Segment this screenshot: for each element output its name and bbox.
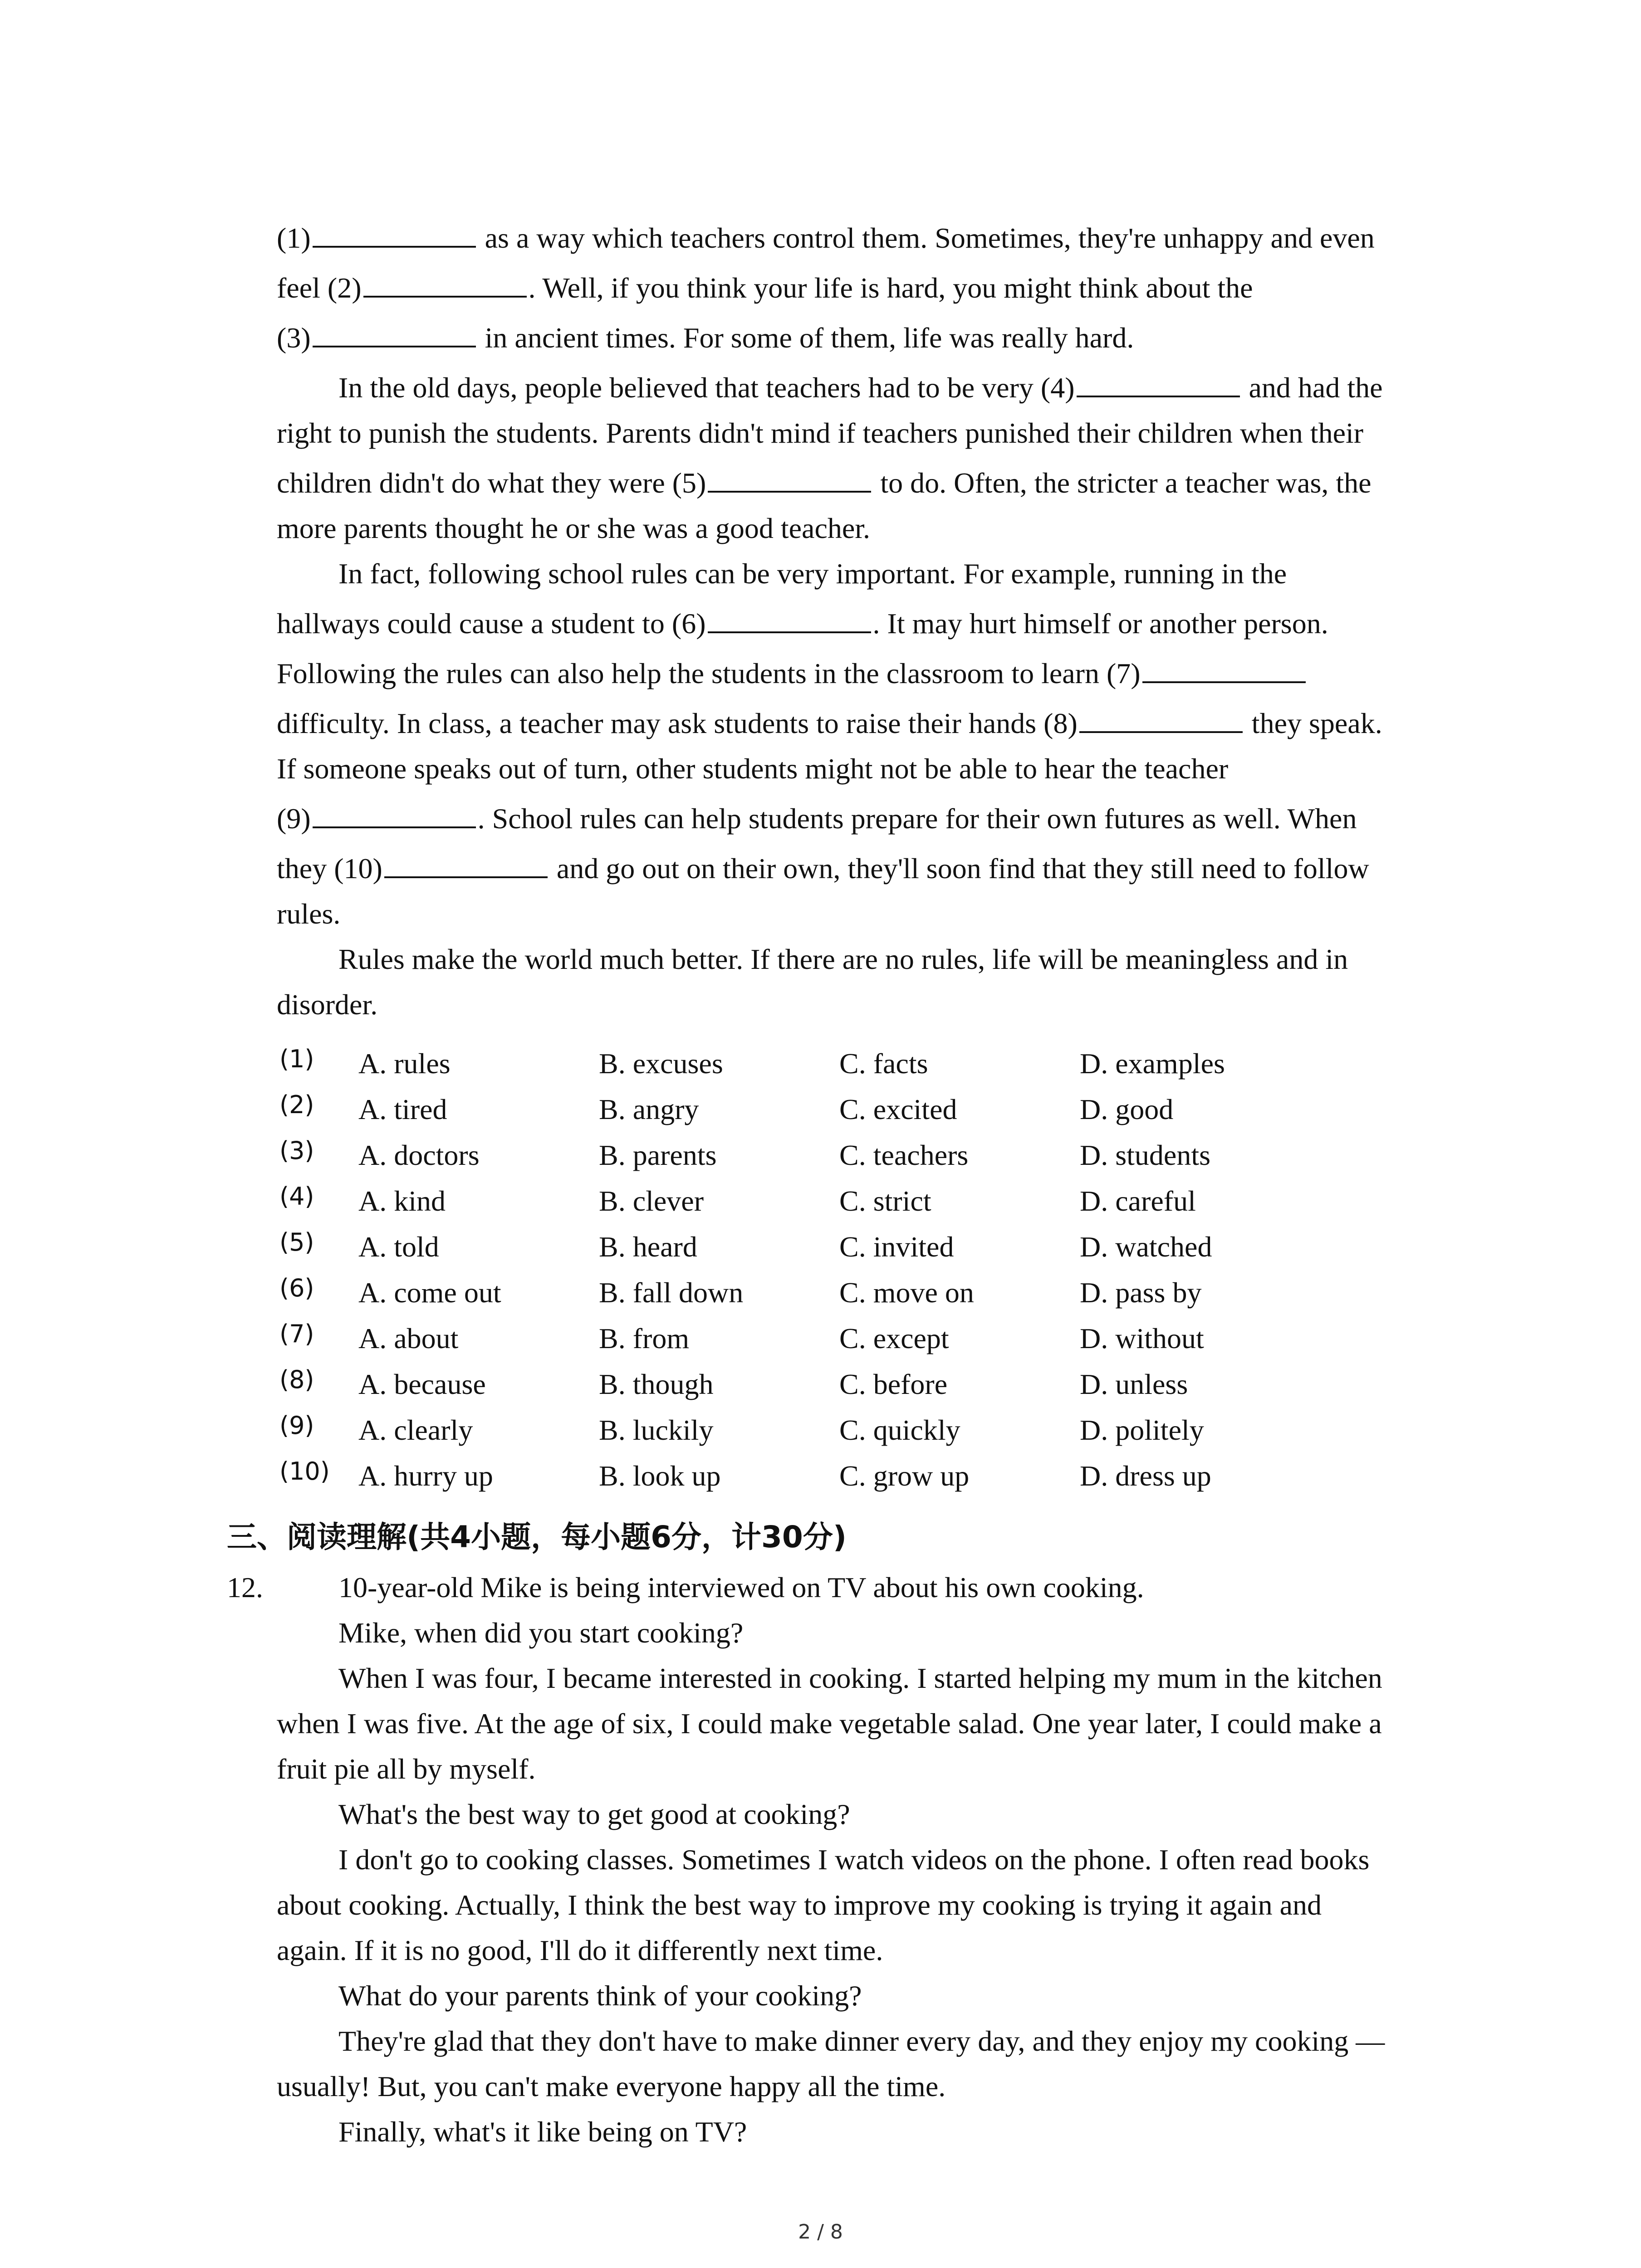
option-a: A. kind: [358, 1185, 446, 1217]
option-d: D. unless: [1080, 1368, 1188, 1400]
option-a: A. told: [358, 1231, 439, 1263]
option-c: C. invited: [839, 1231, 954, 1263]
option-a: A. because: [358, 1368, 486, 1400]
blank-9: [313, 799, 476, 828]
blank-5: [708, 464, 871, 493]
option-b: B. angry: [599, 1093, 699, 1125]
option-b: B. heard: [599, 1231, 697, 1263]
option-row: (6) A. come out B. fall down C. move on D. pass by: [277, 1270, 1411, 1316]
passage-line: Rules make the world much better. If there are no rules, life will be meaningless and in: [338, 943, 1348, 975]
option-row: (8) A. because B. though C. before D. unless: [277, 1362, 1411, 1408]
passage-line: more parents thought he or she was a good teacher.: [277, 512, 871, 544]
option-c: C. grow up: [839, 1460, 970, 1492]
passage-line: again. If it is no good, I'll do it differently next time.: [277, 1934, 883, 1966]
passage-line: If someone speaks out of turn, other students might not be able to hear the teacher: [277, 753, 1229, 785]
option-c: C. quickly: [839, 1414, 960, 1446]
blank-7: [1142, 654, 1306, 683]
passage-line: (1) as a way which teachers control them. Sometimes, they're unhappy and even: [277, 215, 1443, 261]
option-a: A. come out: [358, 1276, 501, 1309]
option-row: (1) A. rules B. excuses C. facts D. examples: [277, 1041, 1411, 1087]
blank-6: [708, 604, 871, 633]
option-d: D. without: [1080, 1322, 1204, 1354]
blank-10: [384, 849, 548, 878]
option-c: C. before: [839, 1368, 948, 1400]
option-b: B. excuses: [599, 1047, 723, 1080]
option-c: C. teachers: [839, 1139, 969, 1171]
passage-line: Finally, what's it like being on TV?: [338, 2116, 747, 2148]
question-number: 12.: [227, 1571, 263, 1603]
option-d: D. watched: [1080, 1231, 1212, 1263]
passage-line: when I was five. At the age of six, I could make vegetable salad. One year later, I could make a: [277, 1707, 1382, 1740]
section-title: 三、阅读理解(共4小题，每小题6分，计30分): [227, 1520, 847, 1554]
passage-line: (3) in ancient times. For some of them, life was really hard.: [277, 315, 1443, 361]
option-c: C. excited: [839, 1093, 957, 1125]
options-table: [277, 1041, 1411, 1499]
option-b: B. look up: [599, 1460, 721, 1492]
option-row: (10) A. hurry up B. look up C. grow up D. dress up: [277, 1453, 1411, 1499]
option-b: B. from: [599, 1322, 690, 1354]
option-a: A. about: [358, 1322, 459, 1354]
passage-line: In fact, following school rules can be very important. For example, running in the: [338, 557, 1287, 590]
passage-line: hallways could cause a student to (6) . It may hurt himself or another person.: [277, 601, 1443, 646]
option-row: (9) A. clearly B. luckily C. quickly D. politely: [277, 1408, 1411, 1453]
passage-line: When I was four, I became interested in cooking. I started helping my mum in the kitchen: [338, 1662, 1382, 1694]
passage-line: right to punish the students. Parents didn't mind if teachers punished their children when their: [277, 417, 1364, 449]
passage-line: about cooking. Actually, I think the best way to improve my cooking is trying it again and: [277, 1889, 1322, 1921]
option-row: (7) A. about B. from C. except D. without: [277, 1316, 1411, 1362]
blank-8: [1079, 704, 1243, 733]
blank-4: [1077, 368, 1240, 397]
passage-line: they (10) and go out on their own, they'll soon find that they still need to follow: [277, 846, 1443, 891]
passage-line: What's the best way to get good at cooking?: [338, 1798, 850, 1830]
passage-line: (9) . School rules can help students prepare for their own futures as well. When: [277, 796, 1443, 841]
page-number: 2 / 8: [798, 2220, 843, 2244]
option-d: D. students: [1080, 1139, 1210, 1171]
passage-line: They're glad that they don't have to make dinner every day, and they enjoy my cooking —: [338, 2025, 1385, 2057]
option-row: (5) A. told B. heard C. invited D. watched: [277, 1224, 1411, 1270]
reading-passage: [277, 1565, 1456, 2155]
option-d: D. good: [1080, 1093, 1174, 1125]
option-c: C. facts: [839, 1047, 928, 1080]
option-a: A. tired: [358, 1093, 447, 1125]
blank-3: [313, 318, 476, 347]
option-b: B. parents: [599, 1139, 717, 1171]
option-a: A. rules: [358, 1047, 451, 1080]
option-a: A. clearly: [358, 1414, 473, 1446]
passage-line: Mike, when did you start cooking?: [338, 1617, 744, 1649]
passage-line: Following the rules can also help the students in the classroom to learn (7): [277, 651, 1443, 696]
option-b: B. though: [599, 1368, 714, 1400]
option-row: (4) A. kind B. clever C. strict D. careful: [277, 1178, 1411, 1224]
option-c: C. move on: [839, 1276, 974, 1309]
blank-1: [313, 219, 476, 248]
option-a: A. hurry up: [358, 1460, 493, 1492]
passage-line: 10-year-old Mike is being interviewed on TV about his own cooking.: [338, 1571, 1144, 1603]
blank-2: [363, 269, 527, 298]
passage-line: What do your parents think of your cooking?: [338, 1980, 862, 2012]
passage-line: I don't go to cooking classes. Sometimes I watch videos on the phone. I often read books: [338, 1843, 1370, 1876]
option-b: B. fall down: [599, 1276, 744, 1309]
option-c: C. except: [839, 1322, 949, 1354]
passage-line: difficulty. In class, a teacher may ask students to raise their hands (8) they speak.: [277, 701, 1443, 746]
option-d: D. examples: [1080, 1047, 1225, 1080]
option-row: (2) A. tired B. angry C. excited D. good: [277, 1087, 1411, 1133]
option-b: B. luckily: [599, 1414, 714, 1446]
passage-line: In the old days, people believed that teachers had to be very (4) and had the: [277, 365, 1443, 411]
passage-line: feel (2) . Well, if you think your life is hard, you might think about the: [277, 265, 1443, 311]
option-a: A. doctors: [358, 1139, 480, 1171]
option-c: C. strict: [839, 1185, 931, 1217]
passage-line: rules.: [277, 898, 341, 930]
passage-line: fruit pie all by myself.: [277, 1753, 536, 1785]
passage-line: disorder.: [277, 988, 378, 1021]
cloze-passage: [277, 215, 1443, 1027]
option-d: D. pass by: [1080, 1276, 1202, 1309]
option-row: (3) A. doctors B. parents C. teachers D. students: [277, 1133, 1411, 1178]
option-b: B. clever: [599, 1185, 704, 1217]
option-d: D. careful: [1080, 1185, 1196, 1217]
option-d: D. dress up: [1080, 1460, 1211, 1492]
passage-line: children didn't do what they were (5) to do. Often, the stricter a teacher was, the: [277, 460, 1443, 506]
option-d: D. politely: [1080, 1414, 1204, 1446]
passage-line: usually! But, you can't make everyone happy all the time.: [277, 2070, 946, 2102]
